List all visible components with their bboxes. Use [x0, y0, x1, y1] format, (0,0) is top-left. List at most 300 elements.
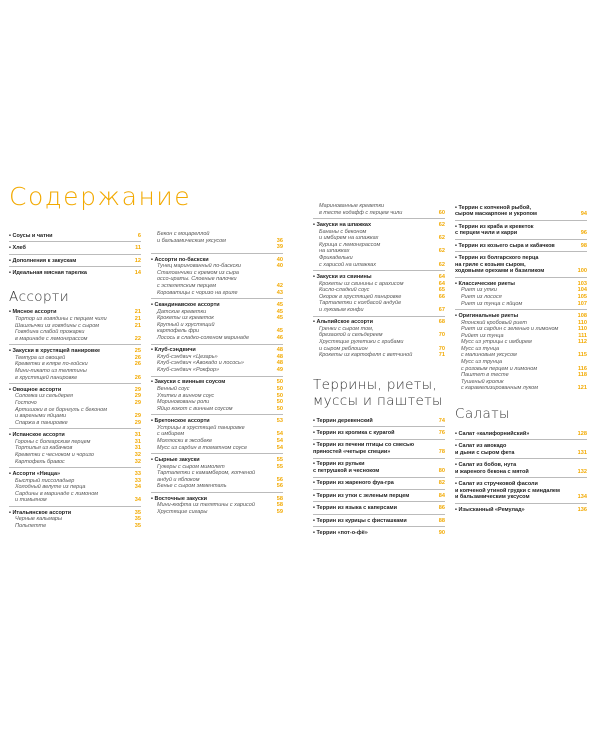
toc-recipe-entry [151, 367, 283, 374]
section-list-assorti [9, 307, 141, 530]
toc-group [455, 251, 587, 275]
toc-chapter-entry [9, 471, 141, 478]
entry-title: • Террин из болгарского перца на гриле с козьим сыром, ходовыми орехами и базиликом [455, 255, 577, 275]
entry-page-number: 53 [276, 418, 283, 425]
entry-title: Бекон с моцареллой и бальзамическим уксусом [157, 231, 226, 244]
entry-title: Тарталетки с камамбером, копченой андуй и яблоком [157, 470, 256, 483]
entry-title: • Террин с копченой рыбой, сыром маскарпоне и укропом [455, 205, 577, 218]
entry-page-number: 56 [276, 476, 283, 483]
entry-page-number: 33 [134, 477, 141, 484]
entry-page-number: 71 [438, 352, 445, 359]
entry-title: Риет из утки [461, 287, 497, 294]
entry-page-number: 70 [438, 332, 445, 339]
toc-group [455, 428, 587, 437]
entry-page-number: 43 [276, 289, 283, 296]
entry-page-number: 54 [276, 431, 283, 438]
entry-page-number: 59 [276, 508, 283, 515]
toc-group [9, 428, 141, 465]
entry-title: • Террин деревенский [313, 418, 435, 425]
toc-recipe-entry [455, 333, 587, 340]
toc-group [313, 514, 445, 524]
entry-title: Устрицы в хрустящей панировке с имбирем [157, 424, 245, 438]
entry-title: • Террин «пот-о-фё» [313, 530, 435, 537]
toc-column-2 [151, 228, 283, 516]
entry-page-number: 105 [577, 293, 587, 300]
entry-title: Яйцо кокот с винным соусом [157, 405, 233, 412]
toc-chapter-entry [455, 507, 587, 514]
toc-group [151, 453, 283, 490]
toc-recipe-entry [313, 203, 445, 216]
toc-chapter-entry [9, 233, 141, 240]
toc-recipe-entry [151, 483, 283, 490]
toc-chapter-entry [9, 270, 141, 277]
entry-page-number: 50 [276, 405, 283, 412]
toc-recipe-entry [151, 399, 283, 406]
entry-title: Картофель бравос [15, 458, 65, 465]
toc-recipe-entry [313, 326, 445, 339]
entry-title: • Ассорти «Ницца» [9, 471, 131, 478]
entry-page-number: 62 [438, 235, 445, 242]
toc-recipe-entry [455, 359, 587, 372]
entry-page-number: 26 [134, 374, 141, 381]
toc-group [9, 266, 141, 276]
section-title-terriny: Террины, риеты, муссы и паштеты [313, 376, 443, 409]
entry-page-number: 6 [137, 232, 141, 239]
toc-recipe-entry [313, 339, 445, 352]
toc-recipe-entry [9, 316, 141, 323]
toc-chapter-entry [313, 480, 445, 487]
entry-page-number: 49 [276, 367, 283, 374]
toc-chapter-entry [455, 281, 587, 288]
entry-page-number: 45 [276, 301, 283, 308]
entry-page-number: 82 [438, 480, 445, 487]
entry-title: Артишоки в ог борнгуль с беконом и вареными яйцами [15, 406, 107, 420]
toc-group [313, 426, 445, 436]
entry-title: Мусс из трунца с розовым перцем и лимоном [461, 359, 538, 372]
toc-chapter-entry [151, 457, 283, 464]
toc-recipe-entry [9, 459, 141, 466]
entry-title: Гренки с сыром том, брезаолой и сельдереем [319, 325, 383, 339]
toc-group [9, 254, 141, 264]
section-list-col3-top [313, 202, 445, 359]
toc-recipe-entry [151, 231, 283, 244]
toc-chapter-entry [455, 431, 587, 438]
entry-title: • Террин из рульки с петрушкой и чесноком [313, 461, 435, 474]
entry-page-number: 98 [580, 242, 587, 249]
entry-title: Датские креветки [157, 308, 207, 315]
toc-chapter-entry [455, 255, 587, 275]
toc-chapter-entry [313, 442, 445, 455]
toc-group [313, 202, 445, 216]
entry-title: Кисло-сладкий соус [319, 287, 370, 294]
toc-group [151, 414, 283, 451]
toc-recipe-entry [9, 368, 141, 381]
entry-page-number: 111 [578, 332, 587, 339]
entry-page-number: 121 [577, 385, 587, 392]
entry-title: • Оригинальные риеты [455, 313, 577, 320]
toc-recipe-entry [151, 393, 283, 400]
entry-page-number: 116 [577, 365, 587, 372]
entry-page-number: 64 [438, 280, 445, 287]
entry-title: Крокеты из свинины с арахисом [319, 280, 404, 287]
entry-page-number: 14 [134, 269, 141, 276]
entry-title: • Мясное ассорти [9, 309, 131, 316]
entry-page-number: 46 [276, 334, 283, 341]
entry-title: Крокеты из креветок [157, 315, 214, 322]
entry-page-number: 36 [276, 237, 283, 244]
entry-title: Мини-пикато из телятины в хрустящей панировке [15, 367, 87, 381]
entry-title: Клуб-сэндвич «Рокфор» [157, 367, 220, 374]
toc-recipe-entry [9, 523, 141, 530]
entry-page-number: 50 [276, 379, 283, 386]
entry-page-number: 134 [577, 494, 587, 501]
entry-title: Мориновованы роли [157, 399, 210, 406]
toc-group [9, 383, 141, 426]
entry-page-number: 55 [276, 463, 283, 470]
entry-page-number: 21 [134, 322, 141, 329]
entry-title: • Восточные закуски [151, 496, 273, 503]
toc-group [9, 230, 141, 239]
toc-group [455, 477, 587, 501]
toc-group [151, 344, 283, 374]
entry-page-number: 66 [438, 293, 445, 300]
entry-page-number: 50 [276, 399, 283, 406]
toc-chapter-entry [455, 205, 587, 218]
toc-group [313, 477, 445, 487]
entry-title: Крупный и хрустящий картофель фри [157, 321, 215, 335]
entry-page-number: 112 [577, 339, 587, 346]
entry-title: • Салат «калифорнийский» [455, 431, 577, 438]
entry-page-number: 62 [438, 221, 445, 228]
toc-recipe-entry [151, 309, 283, 316]
entry-page-number: 42 [276, 282, 283, 289]
toc-recipe-entry [455, 372, 587, 379]
entry-title: • Овощное ассорти [9, 387, 131, 394]
toc-chapter-entry [313, 418, 445, 425]
toc-recipe-entry [151, 509, 283, 516]
toc-group [313, 439, 445, 456]
section-list-terriny [313, 415, 445, 537]
toc-chapter-entry [313, 430, 445, 437]
entry-title: • Соусы и чатни [9, 233, 131, 240]
entry-page-number: 107 [577, 300, 587, 307]
entry-page-number: 29 [134, 400, 141, 407]
entry-page-number: 103 [577, 280, 587, 287]
toc-group [151, 253, 283, 296]
toc-group [455, 439, 587, 456]
toc-recipe-entry [313, 229, 445, 242]
toc-chapter-entry [455, 443, 587, 456]
entry-title: Хрустящие рулетики с грибами и сыром реблошон [319, 339, 404, 352]
entry-title: Соломка из сельдерея [15, 393, 73, 400]
toc-chapter-entry [9, 258, 141, 265]
entry-title: • Салат из бобов, нута и жареного бекона с мятой [455, 462, 577, 475]
entry-title: Быстрый писсоладьер [15, 477, 75, 484]
entry-title: Риет из тунца с яйцом [461, 300, 523, 307]
entry-title: • Салат из авокадо и дыни с сыром фета [455, 443, 577, 456]
entry-title: • Террин из печени птицы со смесью пряностей «четыре специи» [313, 442, 435, 455]
entry-page-number: 45 [276, 315, 283, 322]
entry-title: Тушеный кролик с карамелизированным луком [461, 378, 539, 392]
toc-recipe-entry [151, 406, 283, 413]
entry-page-number: 48 [276, 347, 283, 354]
entry-title: Курица с лемонграссом на шпажках [319, 241, 381, 255]
entry-title: • Террин из козьего сыра и кабачков [455, 243, 577, 250]
entry-page-number: 96 [580, 230, 587, 237]
entry-title: Тарталетки с колбасой андуйе и луковым конфи [319, 300, 402, 313]
toc-recipe-entry [151, 335, 283, 342]
toc-recipe-entry [313, 300, 445, 313]
entry-page-number: 31 [134, 438, 141, 445]
toc-group [455, 202, 587, 218]
toc-recipe-entry [9, 484, 141, 491]
section-list-col4-top [455, 202, 587, 392]
entry-title: • Альпийское ассорти [313, 319, 435, 326]
toc-recipe-entry [9, 393, 141, 400]
entry-title: • Террин из жареного фуа-гра [313, 480, 435, 487]
toc-group [151, 230, 283, 251]
toc-group [455, 239, 587, 249]
entry-page-number: 108 [577, 312, 587, 319]
entry-title: • Террин из утки с зеленым перцем [313, 493, 435, 500]
entry-title: Креветки с чесноком и чоризо [15, 452, 94, 459]
toc-chapter-entry [151, 418, 283, 425]
entry-page-number: 35 [134, 522, 141, 529]
toc-chapter-entry [151, 347, 283, 354]
entry-page-number: 110 [577, 319, 587, 326]
entry-page-number: 45 [276, 308, 283, 315]
toc-group [9, 467, 141, 504]
entry-title: Черные кальмары [15, 516, 63, 523]
toc-column-1 [9, 228, 141, 530]
toc-recipe-entry [313, 287, 445, 294]
toc-chapter-entry [313, 461, 445, 474]
toc-recipe-entry [455, 294, 587, 301]
entry-title: Хрустящие сигары [157, 508, 208, 515]
entry-page-number: 54 [276, 438, 283, 445]
toc-chapter-entry [313, 493, 445, 500]
entry-title: Мусс из утрицы с имбирем [461, 339, 532, 346]
entry-page-number: 26 [134, 354, 141, 361]
entry-page-number: 86 [438, 505, 445, 512]
toc-recipe-entry [9, 452, 141, 459]
toc-group [9, 344, 141, 381]
entry-page-number: 32 [134, 458, 141, 465]
toc-group [9, 241, 141, 251]
entry-title: Риет из сардин с зеленью и лимоном [461, 326, 559, 333]
entry-title: • Клуб-сэндвичи [151, 347, 273, 354]
entry-page-number: 32 [134, 452, 141, 459]
entry-page-number: 68 [438, 319, 445, 326]
section-title-assorti: Ассорти [9, 288, 70, 305]
toc-recipe-entry [313, 352, 445, 359]
entry-title: • Ассорти по-баскски [151, 257, 273, 264]
entry-page-number: 132 [577, 468, 587, 475]
entry-title: • Скандинавское ассорти [151, 302, 273, 309]
entry-title: Японский кробовый риет [461, 319, 527, 326]
entry-title: Венный соус [157, 386, 190, 393]
toc-chapter-entry [9, 387, 141, 394]
toc-column-3 [313, 200, 445, 537]
toc-recipe-entry [455, 320, 587, 327]
entry-title: • Террин из языка с каперсами [313, 505, 435, 512]
toc-group [455, 277, 587, 307]
toc-recipe-entry [151, 438, 283, 445]
entry-title: Моллюски в эксобеке [157, 438, 213, 445]
entry-page-number: 110 [577, 326, 587, 333]
entry-page-number: 131 [577, 449, 587, 456]
entry-title: • Итальянское ассорти [9, 510, 131, 517]
toc-group [313, 270, 445, 313]
toc-recipe-entry [9, 445, 141, 452]
entry-title: • Террин из курицы с фисташками [313, 518, 435, 525]
toc-group [9, 307, 141, 343]
entry-title: Госточо [15, 400, 37, 407]
entry-title: Риет из лосося [461, 293, 502, 300]
entry-title: • Хлеб [9, 245, 131, 252]
section-list-col2 [151, 230, 283, 516]
toc-recipe-entry [151, 386, 283, 393]
entry-page-number: 64 [438, 273, 445, 280]
entry-title: • Салат из стручковой фасоли и копченой утиной грудки с миндалем и бальзамическим уксусом [455, 481, 577, 501]
toc-chapter-entry [455, 462, 587, 475]
section-list-salaty [455, 428, 587, 513]
toc-chapter-entry [151, 302, 283, 309]
page-title: Содержание [9, 182, 192, 211]
toc-recipe-entry [9, 491, 141, 504]
entry-page-number: 31 [134, 432, 141, 439]
entry-title: Мусс из сардин в томатном соусе [157, 444, 248, 451]
entry-page-number: 78 [438, 449, 445, 456]
toc-recipe-entry [9, 420, 141, 427]
entry-page-number: 54 [276, 444, 283, 451]
entry-page-number: 45 [276, 328, 283, 335]
toc-recipe-entry [151, 502, 283, 509]
toc-recipe-entry [9, 400, 141, 407]
entry-title: Креветки в кляре по-гойски [15, 361, 88, 368]
toc-group [9, 506, 141, 530]
entry-title: Фрикадельки с харисой на шпажках [319, 254, 376, 268]
entry-title: Короватицы с чоризо на гриле [157, 289, 238, 296]
entry-title: Темпура из овощей [15, 354, 66, 361]
toc-group [151, 298, 283, 341]
entry-page-number: 35 [134, 509, 141, 516]
entry-title: Маринованные креветки в тесте кодафф с перцем чили [319, 203, 403, 216]
toc-recipe-entry [313, 242, 445, 255]
entry-page-number: 29 [134, 413, 141, 420]
toc-chapter-entry [9, 245, 141, 252]
entry-page-number: 35 [134, 516, 141, 523]
entry-title: Сталоанчики с кремом из сыра оссо-ираты. Слоеные палочки с эспелетским перцем [157, 269, 239, 289]
toc-group [455, 220, 587, 237]
entry-page-number: 65 [438, 287, 445, 294]
entry-page-number: 80 [438, 468, 445, 475]
toc-recipe-entry [9, 439, 141, 446]
toc-recipe-entry [9, 516, 141, 523]
entry-page-number: 48 [276, 360, 283, 367]
toc-chapter-entry [313, 530, 445, 537]
entry-title: Крокеты из картофеля с ветчиной [319, 352, 413, 359]
entry-title: Гужеры с сыром мимолет [157, 463, 225, 470]
entry-page-number: 94 [580, 211, 587, 218]
toc-recipe-entry [151, 315, 283, 322]
toc-recipe-entry [151, 354, 283, 361]
entry-title: Мусс из тунца с малиновым уксусом [461, 345, 517, 359]
entry-title: • Бретонское ассорти [151, 418, 273, 425]
entry-page-number: 50 [276, 392, 283, 399]
toc-recipe-entry [455, 287, 587, 294]
entry-page-number: 115 [577, 352, 587, 359]
entry-page-number: 48 [276, 353, 283, 360]
entry-page-number: 21 [134, 309, 141, 316]
entry-title: Рийет из тунца [461, 332, 504, 339]
entry-page-number: 104 [577, 287, 587, 294]
toc-group [313, 415, 445, 424]
entry-title: • Закуски на шпажках [313, 222, 435, 229]
entry-title: • Испанское ассорти [9, 432, 131, 439]
entry-page-number: 62 [438, 248, 445, 255]
entry-page-number: 12 [134, 257, 141, 264]
toc-group [151, 492, 283, 516]
entry-page-number: 70 [438, 345, 445, 352]
entry-page-number: 60 [438, 209, 445, 216]
entry-page-number: 62 [438, 261, 445, 268]
entry-title: Гороны с болгарским перцем [15, 438, 91, 445]
toc-recipe-entry [455, 339, 587, 346]
entry-page-number: 58 [276, 502, 283, 509]
entry-title: Лосось в сладко-соленом маринаде [157, 334, 250, 341]
toc-chapter-entry [313, 505, 445, 512]
toc-chapter-entry [9, 309, 141, 316]
toc-chapter-entry [313, 222, 445, 229]
intro-list [9, 230, 141, 277]
entry-title: Холодный велуте из перца [15, 484, 86, 491]
entry-page-number: 84 [438, 492, 445, 499]
entry-page-number: 50 [276, 386, 283, 393]
entry-page-number: 31 [134, 445, 141, 452]
entry-title: • Закуски в хрустящей панировке [9, 348, 131, 355]
entry-page-number: 29 [134, 393, 141, 400]
entry-page-number: 128 [577, 430, 587, 437]
entry-title: Польпетте [15, 522, 47, 529]
toc-chapter-entry [9, 432, 141, 439]
entry-page-number: 25 [134, 348, 141, 355]
entry-title: Улитки в винном соус [157, 392, 215, 399]
entry-title: Тунец маринованный по-баскски [157, 263, 241, 270]
entry-page-number: 33 [134, 471, 141, 478]
entry-title: • Сырные закуски [151, 457, 273, 464]
toc-recipe-entry [455, 379, 587, 392]
toc-group [455, 309, 587, 392]
section-title-salaty: Салаты [455, 406, 510, 423]
toc-recipe-entry [151, 322, 283, 335]
toc-group [313, 489, 445, 499]
entry-page-number: 58 [276, 495, 283, 502]
entry-title: Тортор из говядины с перцем чили [15, 315, 107, 322]
toc-recipe-entry [151, 360, 283, 367]
toc-chapter-entry [313, 274, 445, 281]
entry-page-number: 26 [134, 361, 141, 368]
entry-page-number: 11 [135, 245, 141, 252]
toc-recipe-entry [151, 290, 283, 297]
entry-page-number: 76 [438, 430, 445, 437]
entry-page-number: 40 [276, 263, 283, 270]
toc-recipe-entry [9, 329, 141, 342]
entry-page-number: 88 [438, 517, 445, 524]
entry-page-number: 55 [276, 457, 283, 463]
toc-column-4 [455, 200, 587, 513]
toc-recipe-entry [151, 244, 283, 251]
